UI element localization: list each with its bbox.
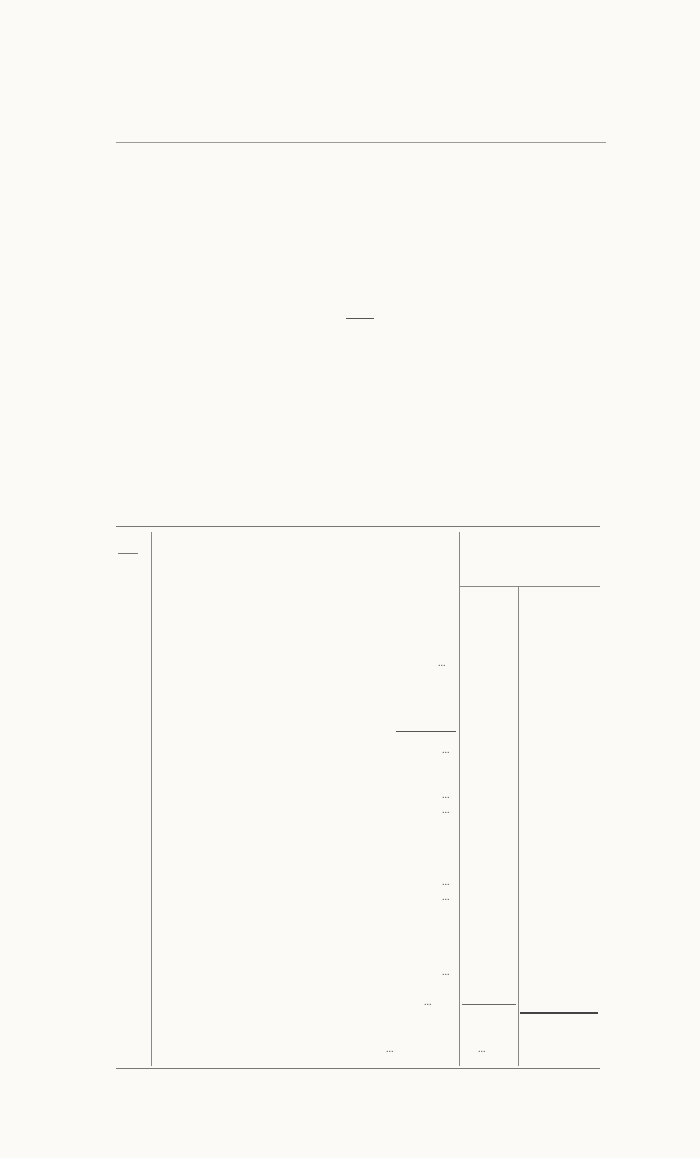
railways-sum-rule: [396, 731, 456, 732]
header-divider: [116, 142, 606, 143]
year-header-rule: [459, 586, 600, 587]
leader-dots: ...: [442, 877, 450, 888]
leader-dots: ...: [386, 1044, 394, 1055]
table-top-rule: [116, 526, 600, 527]
leader-dots: ...: [442, 805, 450, 816]
amount-column-divider: [459, 532, 460, 1066]
subtotal-column-divider: [518, 586, 519, 1066]
total-underline: [520, 1012, 598, 1014]
leader-dots: ...: [438, 658, 446, 669]
total-dash-rule: [462, 1004, 516, 1005]
leader-dots: ...: [442, 892, 450, 903]
leader-dots: ...: [442, 790, 450, 801]
leader-dots: ...: [424, 997, 432, 1008]
title-rule: [346, 318, 374, 319]
leader-dots: ...: [478, 1044, 486, 1055]
table-bottom-rule: [116, 1068, 600, 1069]
page-header-rule: [118, 553, 138, 554]
leader-dots: ...: [442, 745, 450, 756]
leader-dots: ...: [442, 967, 450, 978]
page-column-divider: [151, 532, 152, 1066]
